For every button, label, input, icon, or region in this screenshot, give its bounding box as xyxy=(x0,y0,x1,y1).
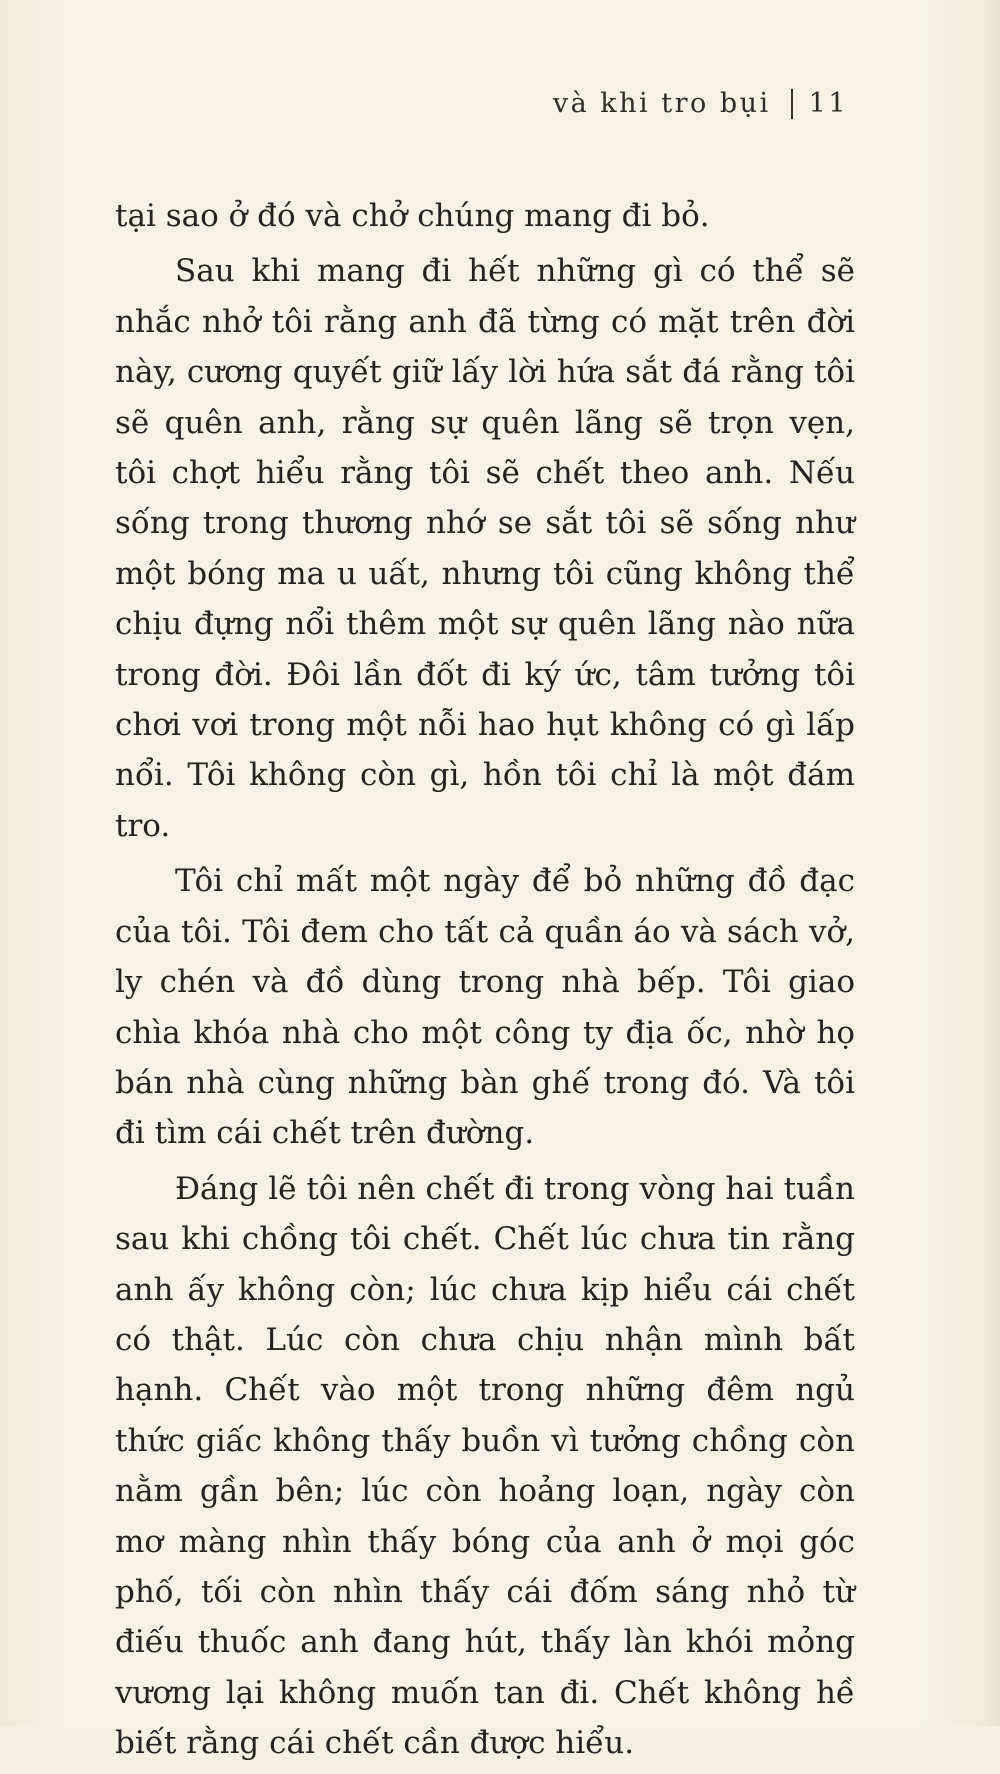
paragraph-2: Sau khi mang đi hết những gì có thể sẽ nhắc nhở tôi rằng anh đã từng có mặt trên đời này, cương quyết giữ lấy lời hứa sắt đá rằng tôi sẽ quên anh, rằng sự quên lãng sẽ trọn vẹn, tôi chợt hiểu rằng tôi sẽ chết theo anh. Nếu sống trong thương nhớ se sắt tôi sẽ sống như một bóng ma u uất, nhưng tôi cũng không thể chịu đựng nổi thêm một sự quên lãng nào nữa trong đời. Đôi lần đốt đi ký ức, tâm tưởng tôi chơi vơi trong một nỗi hao hụt không có gì lấp nổi. Tôi không còn gì, hồn tôi chỉ là một đám tro. xyxy=(115,253,855,844)
paragraph-1: tại sao ở đó và chở chúng mang đi bỏ. xyxy=(115,198,710,234)
paragraph-3: Tôi chỉ mất một ngày để bỏ những đồ đạc của tôi. Tôi đem cho tất cả quần áo và sách vở, ly chén và đồ dùng trong nhà bếp. Tôi giao chìa khóa nhà cho một công ty địa ốc, nhờ họ bán nhà cùng những bàn ghế trong đó. Và tôi đi tìm cái chết trên đường. xyxy=(115,863,855,1152)
paragraph-4: Đáng lẽ tôi nên chết đi trong vòng hai tuần sau khi chồng tôi chết. Chết lúc chưa tin rằng anh ấy không còn; lúc chưa kịp hiểu cái chết có thật. Lúc còn chưa chịu nhận mình bất hạnh. Chết vào một trong những đêm ngủ thức giấc không thấy buồn vì tưởng chồng còn nằm gần bên; lúc còn hoảng loạn, ngày còn mơ màng nhìn thấy bóng của anh ở mọi góc phố, tối còn nhìn thấy cái đốm sáng nhỏ từ điếu thuốc anh đang hút, thấy làn khói mỏng vương lại không muốn tan đi. Chết không hề biết rằng cái chết cần được hiểu. xyxy=(115,1170,855,1762)
header-divider xyxy=(791,89,793,119)
page-number: 11 xyxy=(808,88,848,119)
running-title: và khi tro bụi xyxy=(552,88,771,119)
running-head xyxy=(553,88,848,119)
page-edge-shadow xyxy=(982,0,1000,1726)
body-text xyxy=(115,191,855,1774)
